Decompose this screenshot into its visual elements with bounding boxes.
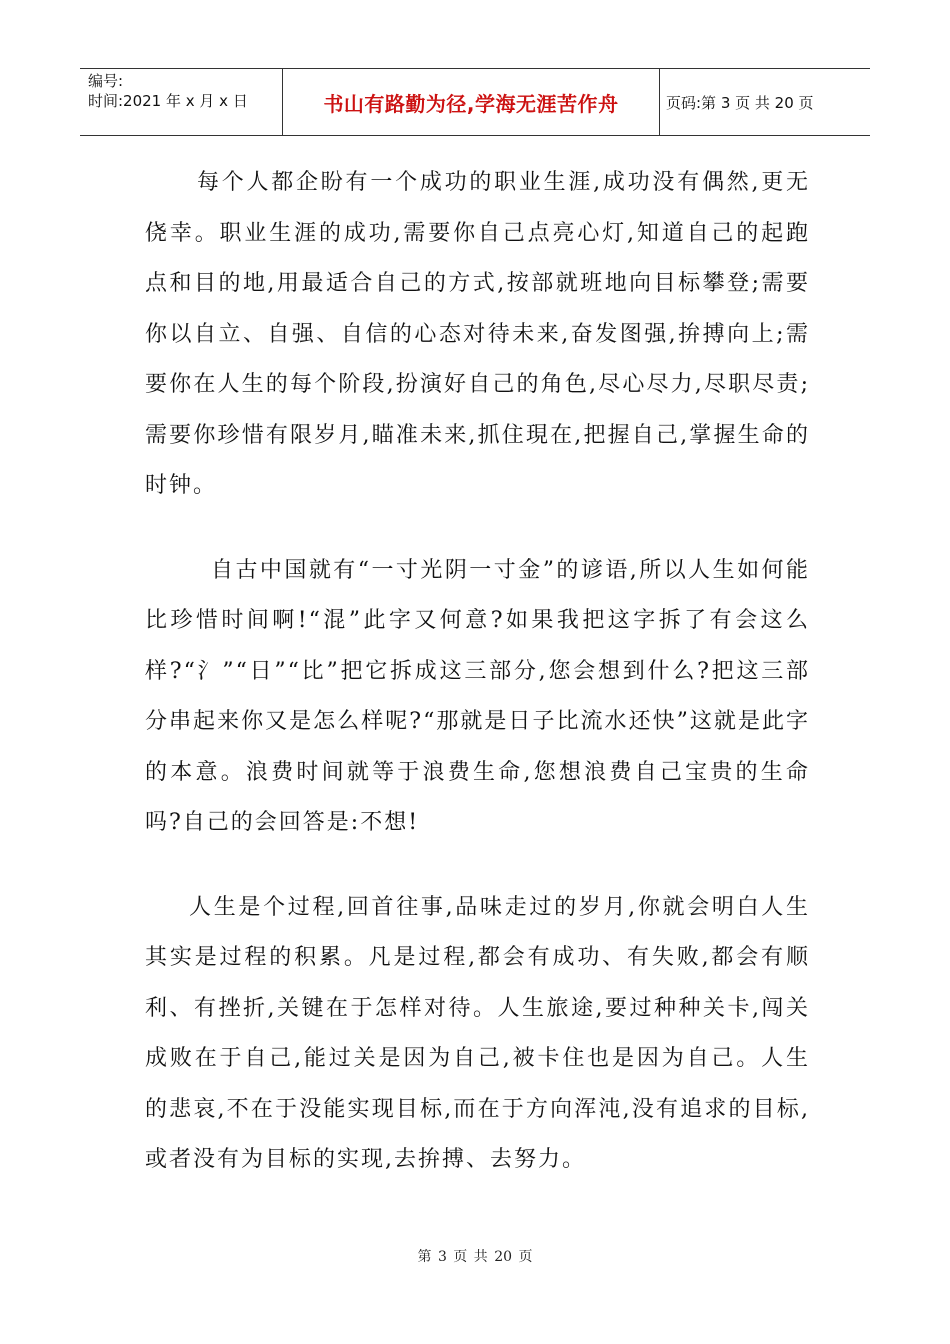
header-motto: 书山有路勤为径,学海无涯苦作舟 xyxy=(323,91,619,116)
paragraph-time-value: 自古中国就有“一寸光阴一寸金”的谚语,所以人生如何能比珍惜时间啊!“混”此字又何意?如果我把这字拆了有会这么样?“氵”“日”“比”把它拆成这三部分,您会想到什么?把这三部分串起来你又是怎么样呢?“那就是日子比流水还快”这就是此字的本意。浪费时间就等于浪费生命,您想浪费自己宝贵的生命吗?自己的会回答是:不想! xyxy=(145,557,810,835)
header-page-cell xyxy=(660,69,870,135)
document-body xyxy=(145,158,810,1186)
document-number-label: 编号: xyxy=(88,72,124,90)
page-footer xyxy=(0,1246,950,1266)
header-motto-cell xyxy=(283,69,660,135)
document-header xyxy=(80,68,870,136)
paragraph-career-success: 每个人都企盼有一个成功的职业生涯,成功没有偶然,更无侥幸。职业生涯的成功,需要你自己点亮心灯,知道自己的起跑点和目的地,用最适合自己的方式,按部就班地向目标攀登;需要你以自立、自强、自信的心态对待未来,奋发图强,拚搏向上;需要你在人生的每个阶段,扮演好自己的角色,尽心尽力,尽职尽责;需要你珍惜有限岁月,瞄准未来,抓住現在,把握自己,掌握生命的时钟。 xyxy=(145,170,810,498)
header-page-number: 页码:第 3 页 共 20 页 xyxy=(666,93,814,112)
document-date-label: 时间:2021 年 x 月 x 日 xyxy=(88,92,248,110)
paragraph-life-process: 人生是个过程,回首往事,品味走过的岁月,你就会明白人生其实是过程的积累。凡是过程,都会有成功、有失败,都会有顺利、有挫折,关键在于怎样对待。人生旅途,要过种种关卡,闯关成败在于自己,能过关是因为自己,被卡住也是因为自己。人生的悲哀,不在于没能实现目标,而在于方向浑沌,没有追求的目标,或者没有为目标的实现,去拚搏、去努力。 xyxy=(145,894,810,1172)
header-meta-cell xyxy=(80,69,283,135)
footer-page-number: 第 3 页 共 20 页 xyxy=(417,1249,533,1265)
